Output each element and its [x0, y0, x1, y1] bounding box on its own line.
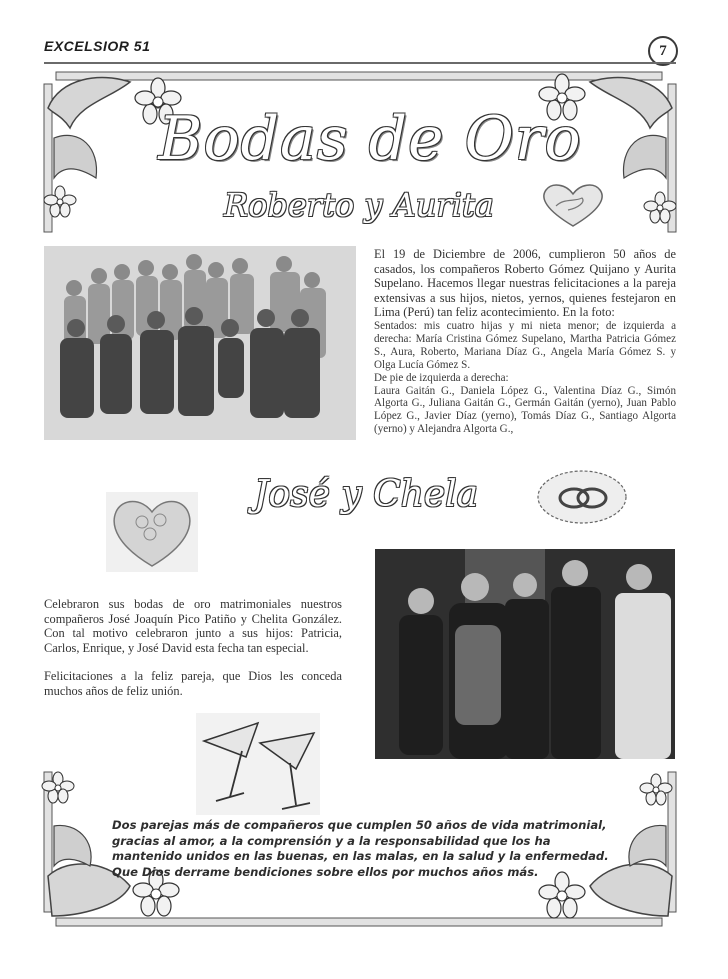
heart-hands-icon: [538, 180, 608, 230]
heart-roses-icon: [104, 490, 200, 574]
couple1-seated-caption: Sentados: mis cuatro hijas y mi nieta menor; de izquierda a derecha: María Cristina Gómez Supelano, Martha Patricia Gómez S., Aura, Roberto, Mariana Díaz G., Angela María Gómez S. y Olga Lucía Gómez S.: [374, 319, 676, 371]
couple2-article: [44, 597, 342, 699]
page-title: Bodas de Oro: [158, 104, 582, 174]
couple1-name: Roberto y Aurita: [224, 186, 494, 224]
closing-message: Dos parejas más de compañeros que cumplen 50 años de vida matrimonial, gracias al amor, a la comprensión y a la responsabilidad que los ha mantenido unidos en las buenas, en las malas, en la salud y la enfermedad. Que Dios derrame bendiciones sobre ellos por muchos años más.: [112, 818, 609, 879]
couple2-name: José y Chela: [254, 474, 479, 515]
wedding-rings-icon: [536, 468, 628, 526]
hibiscus-flower-icon: [640, 774, 672, 805]
page-number: 7: [648, 36, 678, 66]
couple1-standing-intro: De pie de izquierda a derecha:: [374, 371, 509, 384]
family-photo-roberto-aurita: [44, 246, 356, 440]
couple2-paragraph-1: Celebraron sus bodas de oro matrimoniales nuestros compañeros José Joaquín Pico Patiño y Chelita González. Con tal motivo celebraron junto a sus hijos: Patricia, Carlos, Enrique, y José David esta fecha tan especial.: [44, 597, 342, 655]
couple1-article: [374, 247, 676, 436]
couple1-paragraph: El 19 de Diciembre de 2006, cumplieron 50 años de casados, los compañeros Roberto Gómez Quijano y Aurita Supelano. Hacemos llegar nuestras felicitaciones a la pareja extensivas a sus hijos, nietos, yernos, quienes festejaron en Lima (Perú) tan feliz acontecimiento. En la foto:: [374, 247, 676, 320]
magazine-name: EXCELSIOR 51: [44, 38, 151, 54]
couple-photo-jose-chela: [375, 549, 675, 759]
couple2-paragraph-2: Felicitaciones a la feliz pareja, que Dios les conceda muchos años de feliz unión.: [44, 669, 342, 698]
couple1-standing-caption: Laura Gaitán G., Daniela López G., Valentina Díaz G., Simón Algorta G., Juliana Gaitán G., Germán Gaitán (yerno), Juan Pablo López G., Javier Díaz (yerno), Tomás Díaz G., Santiago Algorta (yerno) y Alejandra Algorta G.,: [374, 384, 676, 436]
header-divider: [44, 62, 676, 64]
